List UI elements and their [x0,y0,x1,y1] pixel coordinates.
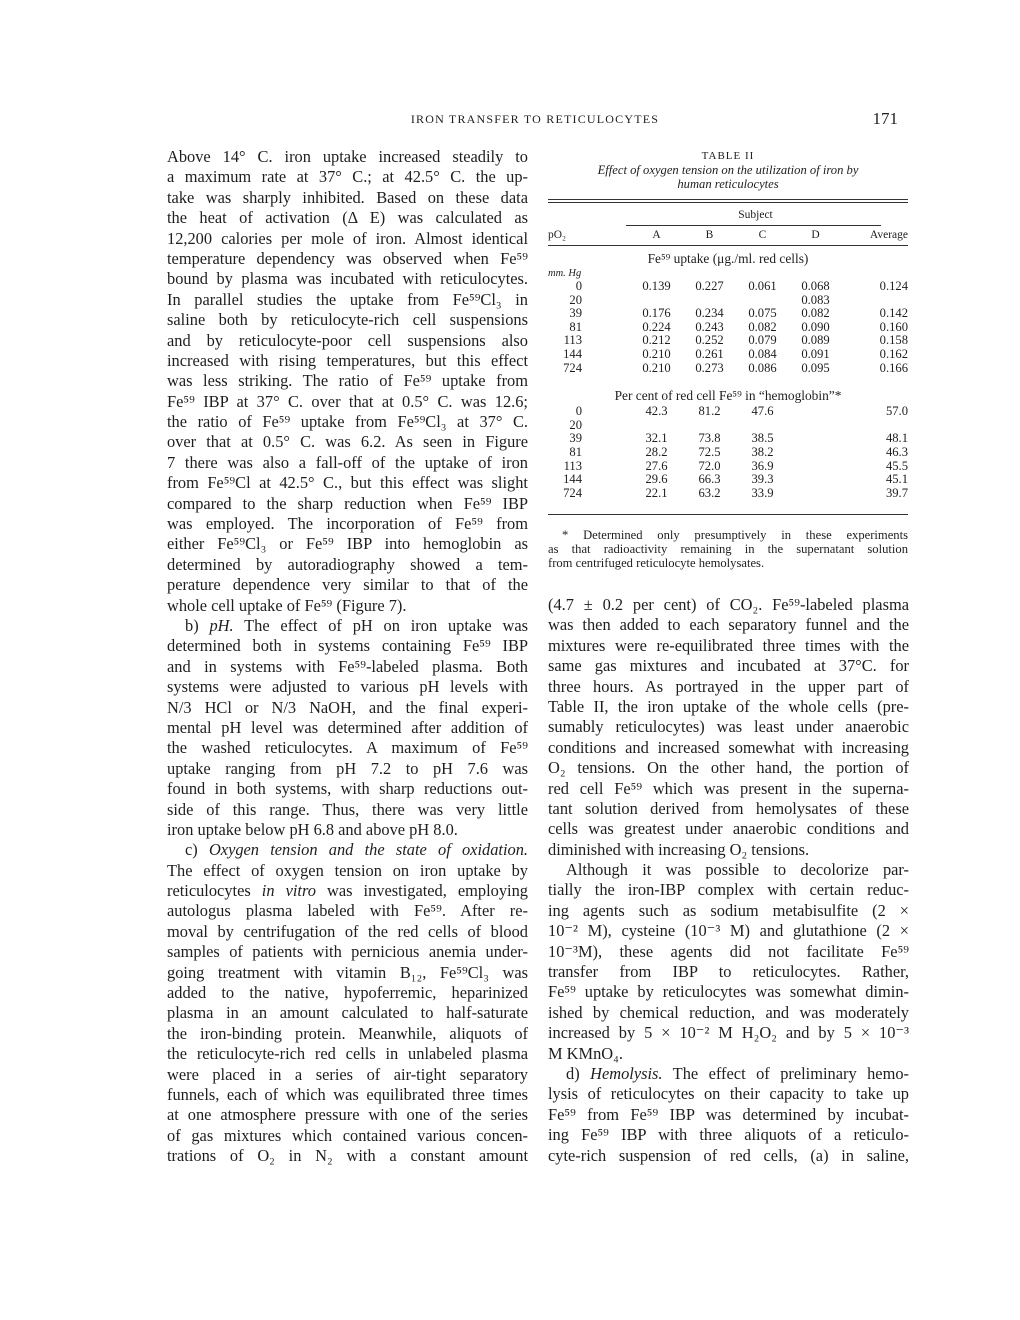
text-run: and in systems with Fe⁵⁹-labeled plasma. Both [167,656,528,676]
table-row [548,362,908,376]
cell-subject-c: 39.3 [751,472,774,487]
text-line [167,1003,528,1023]
cell-subject-b: 0.227 [695,279,724,293]
cell-subject-b [683,419,736,433]
text-run: uptake ranging from pH 7.2 to pH 7.6 was [167,758,528,778]
caption-line: human reticulocytes [677,176,779,191]
text-run: trations of O₂ in N₂ with a constant amount [167,1146,528,1166]
table-caption [548,164,908,191]
text-line [167,1146,528,1166]
table-row [548,473,908,487]
text-run: found in both systems, with sharp reductions out- [167,779,528,799]
cell-po2: 0 [575,404,582,419]
table-row [548,280,908,294]
text-run: determined by autoradiography showed a tem- [167,554,528,574]
table-row [548,432,908,446]
text-line [167,351,528,371]
text-line [167,147,528,167]
text-line [548,1105,909,1125]
col-header-po2: pO₂ [548,229,567,241]
text-run: saline both by reticulocyte-rich cell suspensions [167,310,528,330]
text-run: Fe⁵⁹ IBP at 37° C. over that at 0.5° C. was 12.6; [167,391,528,411]
text-run: was then added to each separatory funnel and the [548,615,909,635]
cell-average: 39.7 [885,485,908,500]
text-run: were placed in a series of air-tight separatory [167,1064,528,1084]
text-run: the iron-binding protein. Meanwhile, aliquots of [167,1023,528,1043]
cell-average: 0.142 [879,306,908,321]
italic-run: in vitro [261,881,316,901]
text-run: In parallel studies the uptake from Fe⁵⁹Cl₃ in [167,289,528,309]
cell-average: 57.0 [885,404,908,419]
text-line [167,901,528,921]
text-run: iron uptake below pH 6.8 and above pH 8.0. [167,819,458,839]
text-run: samples of patients with pernicious anemia under- [167,942,528,962]
text-run: of gas mixtures which contained various concen- [167,1125,528,1145]
footnote-line: from centrifuged reticulocyte hemolysates. [548,555,765,570]
cell-subject-d [789,487,842,501]
text-line [548,860,909,880]
text-run: lysis of reticulocytes on their capacity to take up [548,1084,909,1104]
text-run: same gas mixtures and incubated at 37°C. for [548,656,909,676]
cell-subject-a: 28.2 [645,444,668,459]
text-line [167,698,528,718]
cell-subject-d: 0.082 [801,306,830,321]
text-line [548,1023,909,1043]
cell-subject-b: 0.243 [695,319,724,334]
text-run: cells was greatest under anaerobic conditions and [548,819,909,839]
table-row [548,348,908,362]
text-line [548,636,909,656]
cell-subject-a: 0.210 [642,346,671,361]
text-line [548,880,909,900]
page-number: 171 [872,109,898,128]
text-run: ing Fe⁵⁹ IBP with three aliquots of a reticulo- [548,1125,909,1145]
text-line [548,738,909,758]
cell-subject-b: 0.261 [695,346,724,361]
cell-subject-d [789,473,842,487]
text-run: the ratio of Fe⁵⁹ uptake from Fe⁵⁹Cl₃ at 37° C. [167,412,528,432]
table-ii [548,148,908,570]
text-line [167,310,528,330]
table-header-row [548,225,908,245]
cell-subject-b: 81.2 [698,404,721,419]
text-line [548,942,909,962]
table-body [548,250,908,500]
text-run: compared to the sharp reduction when Fe⁵⁹ IBP [167,493,528,513]
text-run: The effect of preliminary hemo- [662,1063,909,1083]
col-header-c: C [758,229,767,241]
cell-po2: 20 [569,417,582,432]
text-run: moval by centrifugation of the red cells of blood [167,921,528,941]
text-line [167,616,528,636]
cell-subject-a: 22.1 [645,485,668,500]
table-row [548,294,908,308]
text-line [548,779,909,799]
italic-run: Oxygen tension and the state of oxidation. [208,840,528,860]
cell-subject-c [736,294,789,308]
text-line [167,1044,528,1064]
cell-subject-a: 29.6 [645,472,668,487]
cell-subject-b: 0.234 [695,306,724,321]
text-line [167,738,528,758]
cell-subject-d: 0.083 [801,292,830,307]
text-line [548,982,909,1002]
text-run: d) [566,1063,591,1083]
cell-subject-a: 0.176 [642,306,671,321]
text-run: determined both in systems containing Fe⁵⁹ IBP [167,636,528,656]
text-run: transfer from IBP to reticulocytes. Rather, [548,962,909,982]
cell-po2: 144 [563,472,582,487]
text-run: 10⁻³M), these agents did not facilitate Fe⁵⁹ [548,941,909,961]
text-run: red cell Fe⁵⁹ which was present in the superna- [548,778,909,798]
text-run: was investigated, employing [315,881,528,901]
col-header-average: Average [869,229,908,241]
cell-average: 45.1 [885,472,908,487]
cell-average [842,419,908,433]
section-title: Fe⁵⁹ uptake (μg./ml. red cells) [647,251,809,266]
cell-subject-d [789,432,842,446]
cell-po2: 113 [563,333,582,348]
cell-subject-b: 73.8 [698,431,721,446]
table-row [548,405,908,419]
cell-subject-a: 42.3 [645,404,668,419]
text-line [167,657,528,677]
cell-po2: 39 [569,306,582,321]
text-line [167,596,528,616]
table-row [548,487,908,501]
cell-average: 0.124 [879,279,908,293]
cell-subject-d [789,405,842,419]
text-line [548,840,909,860]
cell-subject-a: 0.139 [642,279,671,293]
text-run: at one atmosphere pressure with one of the series [167,1105,528,1125]
cell-subject-d [789,446,842,460]
text-run: reticulocytes [167,881,262,901]
text-run: autologus plasma labeled with Fe⁵⁹. After re- [167,901,528,921]
table-row [548,321,908,335]
cell-subject-d [789,460,842,474]
text-line [167,249,528,269]
text-run: The effect of oxygen tension on iron uptake by [167,860,528,880]
left-text-column [167,147,528,1167]
text-run: the reticulocyte-rich red cells in unlabeled plasma [167,1044,528,1064]
table-row [548,307,908,321]
table-bottom-rule [548,514,908,515]
text-line [167,922,528,942]
text-run: conditions and increased somewhat with increasing [548,737,909,757]
text-run: tant solution derived from hemolysates of these [548,798,909,818]
cell-subject-d: 0.091 [801,346,830,361]
text-run: a maximum rate at 37° C.; at 42.5° C. the up- [167,167,528,187]
cell-subject-c: 0.086 [748,360,777,375]
text-run: was employed. The incorporation of Fe⁵⁹ from [167,514,528,534]
cell-subject-b: 66.3 [698,472,721,487]
text-line [548,1064,909,1084]
text-run: N/3 HCl or N/3 NaOH, and the final experi- [167,697,528,717]
cell-subject-c: 0.075 [748,306,777,321]
text-run: the washed reticulocytes. A maximum of Fe⁵⁹ [167,738,528,758]
table-footnote [548,529,908,570]
text-line [167,983,528,1003]
text-run: ished by chemical reduction, and was moderately [548,1002,909,1022]
text-line [167,494,528,514]
cell-po2: 113 [563,458,582,473]
text-run: ing agents such as sodium metabisulfite (2 × [548,900,909,920]
text-line [167,779,528,799]
text-line [167,1024,528,1044]
cell-subject-d: 0.095 [801,360,830,375]
text-line [167,392,528,412]
text-run: Table II, the iron uptake of the whole cells (pre- [548,696,909,716]
text-line [167,473,528,493]
col-header-d: D [811,229,820,241]
cell-po2: 144 [563,346,582,361]
cell-subject-c: 0.082 [748,319,777,334]
text-run: Although it was possible to decolorize par- [566,860,909,880]
text-run: tially the iron-IBP complex with certain reduc- [548,880,909,900]
text-run: (4.7 ± 0.2 per cent) of CO₂. Fe⁵⁹-labeled plasma [548,595,909,614]
cell-average: 45.5 [885,458,908,473]
cell-subject-a [630,419,683,433]
text-line [167,534,528,554]
cell-subject-d: 0.068 [801,279,830,293]
text-run: Fe⁵⁹ uptake by reticulocytes was somewhat dimin- [548,982,909,1002]
text-line [167,1105,528,1125]
text-run: b) [185,615,210,635]
caption-line: Effect of oxygen tension on the utilization of iron by [597,163,859,177]
text-line [167,412,528,432]
text-line [167,432,528,452]
text-line [167,820,528,840]
col-header-b: B [705,229,714,241]
text-run: c) [185,840,209,860]
italic-run: pH. [209,615,234,635]
cell-subject-c: 33.9 [751,485,774,500]
cell-subject-c: 0.084 [748,346,777,361]
text-line [548,1146,909,1166]
text-line [548,758,909,778]
text-run: perature dependence very similar to that of the [167,575,528,595]
cell-po2: 81 [569,444,582,459]
text-run: 12,200 calories per mole of iron. Almost identical [167,228,528,248]
subject-group-header [548,203,908,225]
text-line [167,1085,528,1105]
cell-subject-b: 63.2 [698,485,721,500]
text-run: plasma in an amount calculated to half-saturate [167,1003,528,1023]
text-line [167,331,528,351]
text-run: was less striking. The ratio of Fe⁵⁹ uptake from [167,371,528,391]
text-line [548,1084,909,1104]
running-head: IRON TRANSFER TO RETICULOCYTES [410,112,660,126]
footnote-line: as that radioactivity remaining in the supernatant solution [548,541,908,556]
cell-po2: 39 [569,431,582,446]
text-line [548,656,909,676]
table-row [548,334,908,348]
text-run: 10⁻² M), cysteine (10⁻³ M) and glutathione (2 × [548,921,909,941]
text-run: increased with rising temperatures, but this effect [167,350,528,370]
text-run: sumably reticulocytes) was least under anaerobic [548,717,909,737]
text-line [167,208,528,228]
text-line [167,759,528,779]
cell-subject-a: 0.210 [642,360,671,375]
text-line [167,229,528,249]
col-header-a: A [652,229,661,241]
text-line [548,819,909,839]
cell-average: 0.160 [879,319,908,334]
text-line [548,799,909,819]
text-run: three hours. As portrayed in the upper part of [548,676,909,696]
cell-subject-a [630,294,683,308]
table-label: TABLE II [701,150,755,162]
text-run: the heat of activation (Δ E) was calculated as [167,208,528,228]
cell-average [842,294,908,308]
cell-average: 48.1 [885,431,908,446]
text-run: added to the native, hypoferremic, heparinized [167,983,528,1003]
italic-run: Hemolysis. [590,1063,663,1083]
cell-average: 0.158 [879,333,908,348]
text-line [548,595,909,615]
cell-subject-c: 0.079 [748,333,777,348]
text-line [167,963,528,983]
text-line [548,717,909,737]
text-line [167,881,528,901]
cell-subject-c: 38.5 [751,431,774,446]
text-line [167,575,528,595]
text-run: Above 14° C. iron uptake increased steadily to [167,147,528,166]
text-line [167,167,528,187]
unit-label: mm. Hg [548,268,582,279]
text-run: mixtures were re-equilibrated three times with the [548,635,909,655]
text-run: M KMnO₄. [548,1043,623,1063]
table-row [548,419,908,433]
text-line [167,1126,528,1146]
cell-subject-c: 47.6 [751,404,774,419]
cell-subject-b: 0.273 [695,360,724,375]
text-line [548,1003,909,1023]
subject-label: Subject [738,209,773,221]
text-run: temperature dependency was observed when Fe⁵⁹ [167,248,528,268]
text-run: Fe⁵⁹ from Fe⁵⁹ IBP was determined by incubat- [548,1104,909,1124]
cell-average: 0.166 [879,360,908,375]
text-line [548,962,909,982]
text-run: going treatment with vitamin B₁₂, Fe⁵⁹Cl₃ was [167,962,528,982]
cell-subject-c: 38.2 [751,444,774,459]
cell-po2: 81 [569,319,582,334]
cell-subject-c: 0.061 [748,279,777,293]
cell-po2: 0 [575,279,582,293]
cell-subject-a: 0.224 [642,319,671,334]
header-rule [548,245,908,246]
text-run: cyte-rich suspension of red cells, (a) in saline, [548,1145,909,1165]
cell-subject-b: 72.5 [698,444,721,459]
cell-subject-c [736,419,789,433]
text-line [548,615,909,635]
text-run: systems were adjusted to various pH levels with [167,677,528,697]
text-line [167,942,528,962]
table-row [548,446,908,460]
text-run: and by reticulocyte-poor cell suspensions also [167,330,528,350]
text-run: from Fe⁵⁹Cl at 42.5° C., but this effect was slight [167,473,528,493]
text-line [167,800,528,820]
subject-rule [626,225,881,226]
text-run: bound by plasma was incubated with reticulocytes. [167,269,528,289]
text-line [167,1065,528,1085]
text-run: side of this range. Thus, there was very little [167,799,528,819]
cell-subject-d: 0.089 [801,333,830,348]
text-line [548,697,909,717]
footnote-line: * Determined only presumptively in these experiments [562,528,908,543]
cell-subject-a: 32.1 [645,431,668,446]
text-line [167,861,528,881]
cell-average: 46.3 [885,444,908,459]
right-text-column [548,595,909,1166]
text-line [167,677,528,697]
text-run: mental pH level was determined after addition of [167,717,528,737]
text-run: The effect of pH on iron uptake was [233,615,528,635]
text-line [167,555,528,575]
cell-subject-c: 36.9 [751,458,774,473]
cell-average: 0.162 [879,346,908,361]
text-line [167,636,528,656]
section-title: Per cent of red cell Fe⁵⁹ in “hemoglobin”* [614,388,842,404]
text-line [548,1044,909,1064]
text-line [548,677,909,697]
text-line [167,453,528,473]
cell-subject-b [683,294,736,308]
cell-subject-d [789,419,842,433]
cell-subject-a: 0.212 [642,333,671,348]
text-run: over that at 0.5° C. was 6.2. As seen in Figure [167,432,528,452]
text-run: take was sharply inhibited. Based on these data [167,187,528,207]
cell-subject-b: 0.252 [695,333,724,348]
cell-po2: 724 [563,360,582,375]
text-line [167,269,528,289]
cell-po2: 724 [563,485,582,500]
cell-po2: 20 [569,292,582,307]
table-row [548,460,908,474]
text-run: 7 there was also a fall-off of the uptake of iron [167,452,528,472]
cell-subject-a: 27.6 [645,458,668,473]
text-line [167,188,528,208]
text-line [548,901,909,921]
cell-subject-d: 0.090 [801,319,830,334]
text-line [167,290,528,310]
text-line [167,371,528,391]
text-line [548,1125,909,1145]
text-line [167,840,528,860]
text-run: funnels, each of which was equilibrated three times [167,1084,528,1104]
text-run: either Fe⁵⁹Cl₃ or Fe⁵⁹ IBP into hemoglobin as [167,534,528,554]
text-run: O₂ tensions. On the other hand, the portion of [548,758,909,778]
text-run: whole cell uptake of Fe⁵⁹ (Figure 7). [167,595,407,615]
text-run: diminished with increasing O₂ tensions. [548,839,810,859]
text-line [548,921,909,941]
text-run: increased by 5 × 10⁻² M H₂O₂ and by 5 × 10⁻³ [548,1023,909,1043]
cell-subject-b: 72.0 [698,458,721,473]
text-line [167,514,528,534]
text-line [167,718,528,738]
